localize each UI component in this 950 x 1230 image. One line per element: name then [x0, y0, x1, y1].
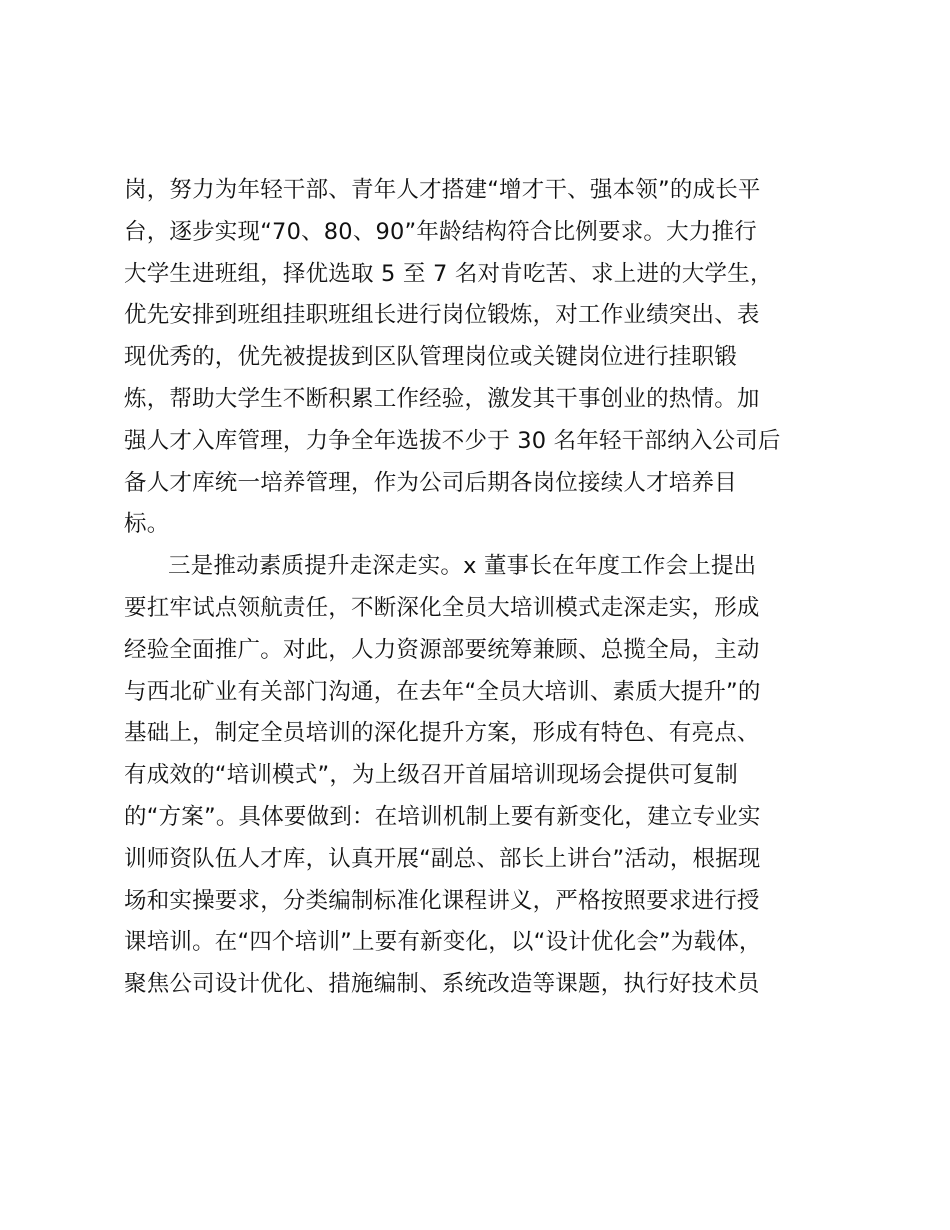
text-line: 场和实操要求，分类编制标准化课程讲义，严格按照要求进行授 [124, 887, 760, 914]
text-line: 经验全面推广。对此，人力资源部要统筹兼顾、总揽全局，主动 [124, 636, 760, 663]
text-line: 备人才库统一培养管理，作为公司后期各岗位接续人才培养目 [124, 469, 737, 496]
text-line: 优先安排到班组挂职班组长进行岗位锻炼，对工作业绩突出、表 [124, 302, 760, 329]
text-line: 基础上，制定全员培训的深化提升方案，形成有特色、有亮点、 [124, 720, 760, 747]
text-line: 强人才入库管理，力争全年选拔不少于 30 名年轻干部纳入公司后 [124, 427, 781, 454]
text-line: 大学生进班组，择优选取 5 至 7 名对肯吃苦、求上进的大学生， [124, 260, 773, 287]
text-line: 要扛牢试点领航责任，不断深化全员大培训模式走深走实，形成 [124, 594, 760, 621]
text-line: 炼，帮助大学生不断积累工作经验，激发其干事创业的热情。加 [124, 385, 760, 412]
text-line: 台，逐步实现“70、80、90”年龄结构符合比例要求。大力推行 [124, 218, 757, 245]
text-line: 的“方案”。具体要做到：在培训机制上要有新变化，建立专业实 [124, 803, 761, 830]
text-line: 训师资队伍人才库，认真开展“副总、部长上讲台”活动，根据现 [124, 845, 761, 872]
text-line: 课培训。在“四个培训”上要有新变化，以“设计优化会”为载体， [124, 929, 762, 956]
text-line: 标。 [124, 511, 170, 538]
text-line: 三是推动素质提升走深走实。x 董事长在年度工作会上提出 [168, 553, 757, 580]
text-line: 岗，努力为年轻干部、青年人才搭建“增才干、强本领”的成长平 [124, 177, 761, 203]
text-line: 现优秀的，优先被提拔到区队管理岗位或关键岗位进行挂职锻 [124, 344, 737, 371]
body-text [124, 170, 844, 1006]
text-line: 与西北矿业有关部门沟通，在去年“全员大培训、素质大提升”的 [124, 678, 761, 705]
text-line: 有成效的“培训模式”，为上级召开首届培训现场会提供可复制 [124, 762, 738, 789]
text-line: 聚焦公司设计优化、措施编制、系统改造等课题，执行好技术员 [124, 971, 760, 998]
